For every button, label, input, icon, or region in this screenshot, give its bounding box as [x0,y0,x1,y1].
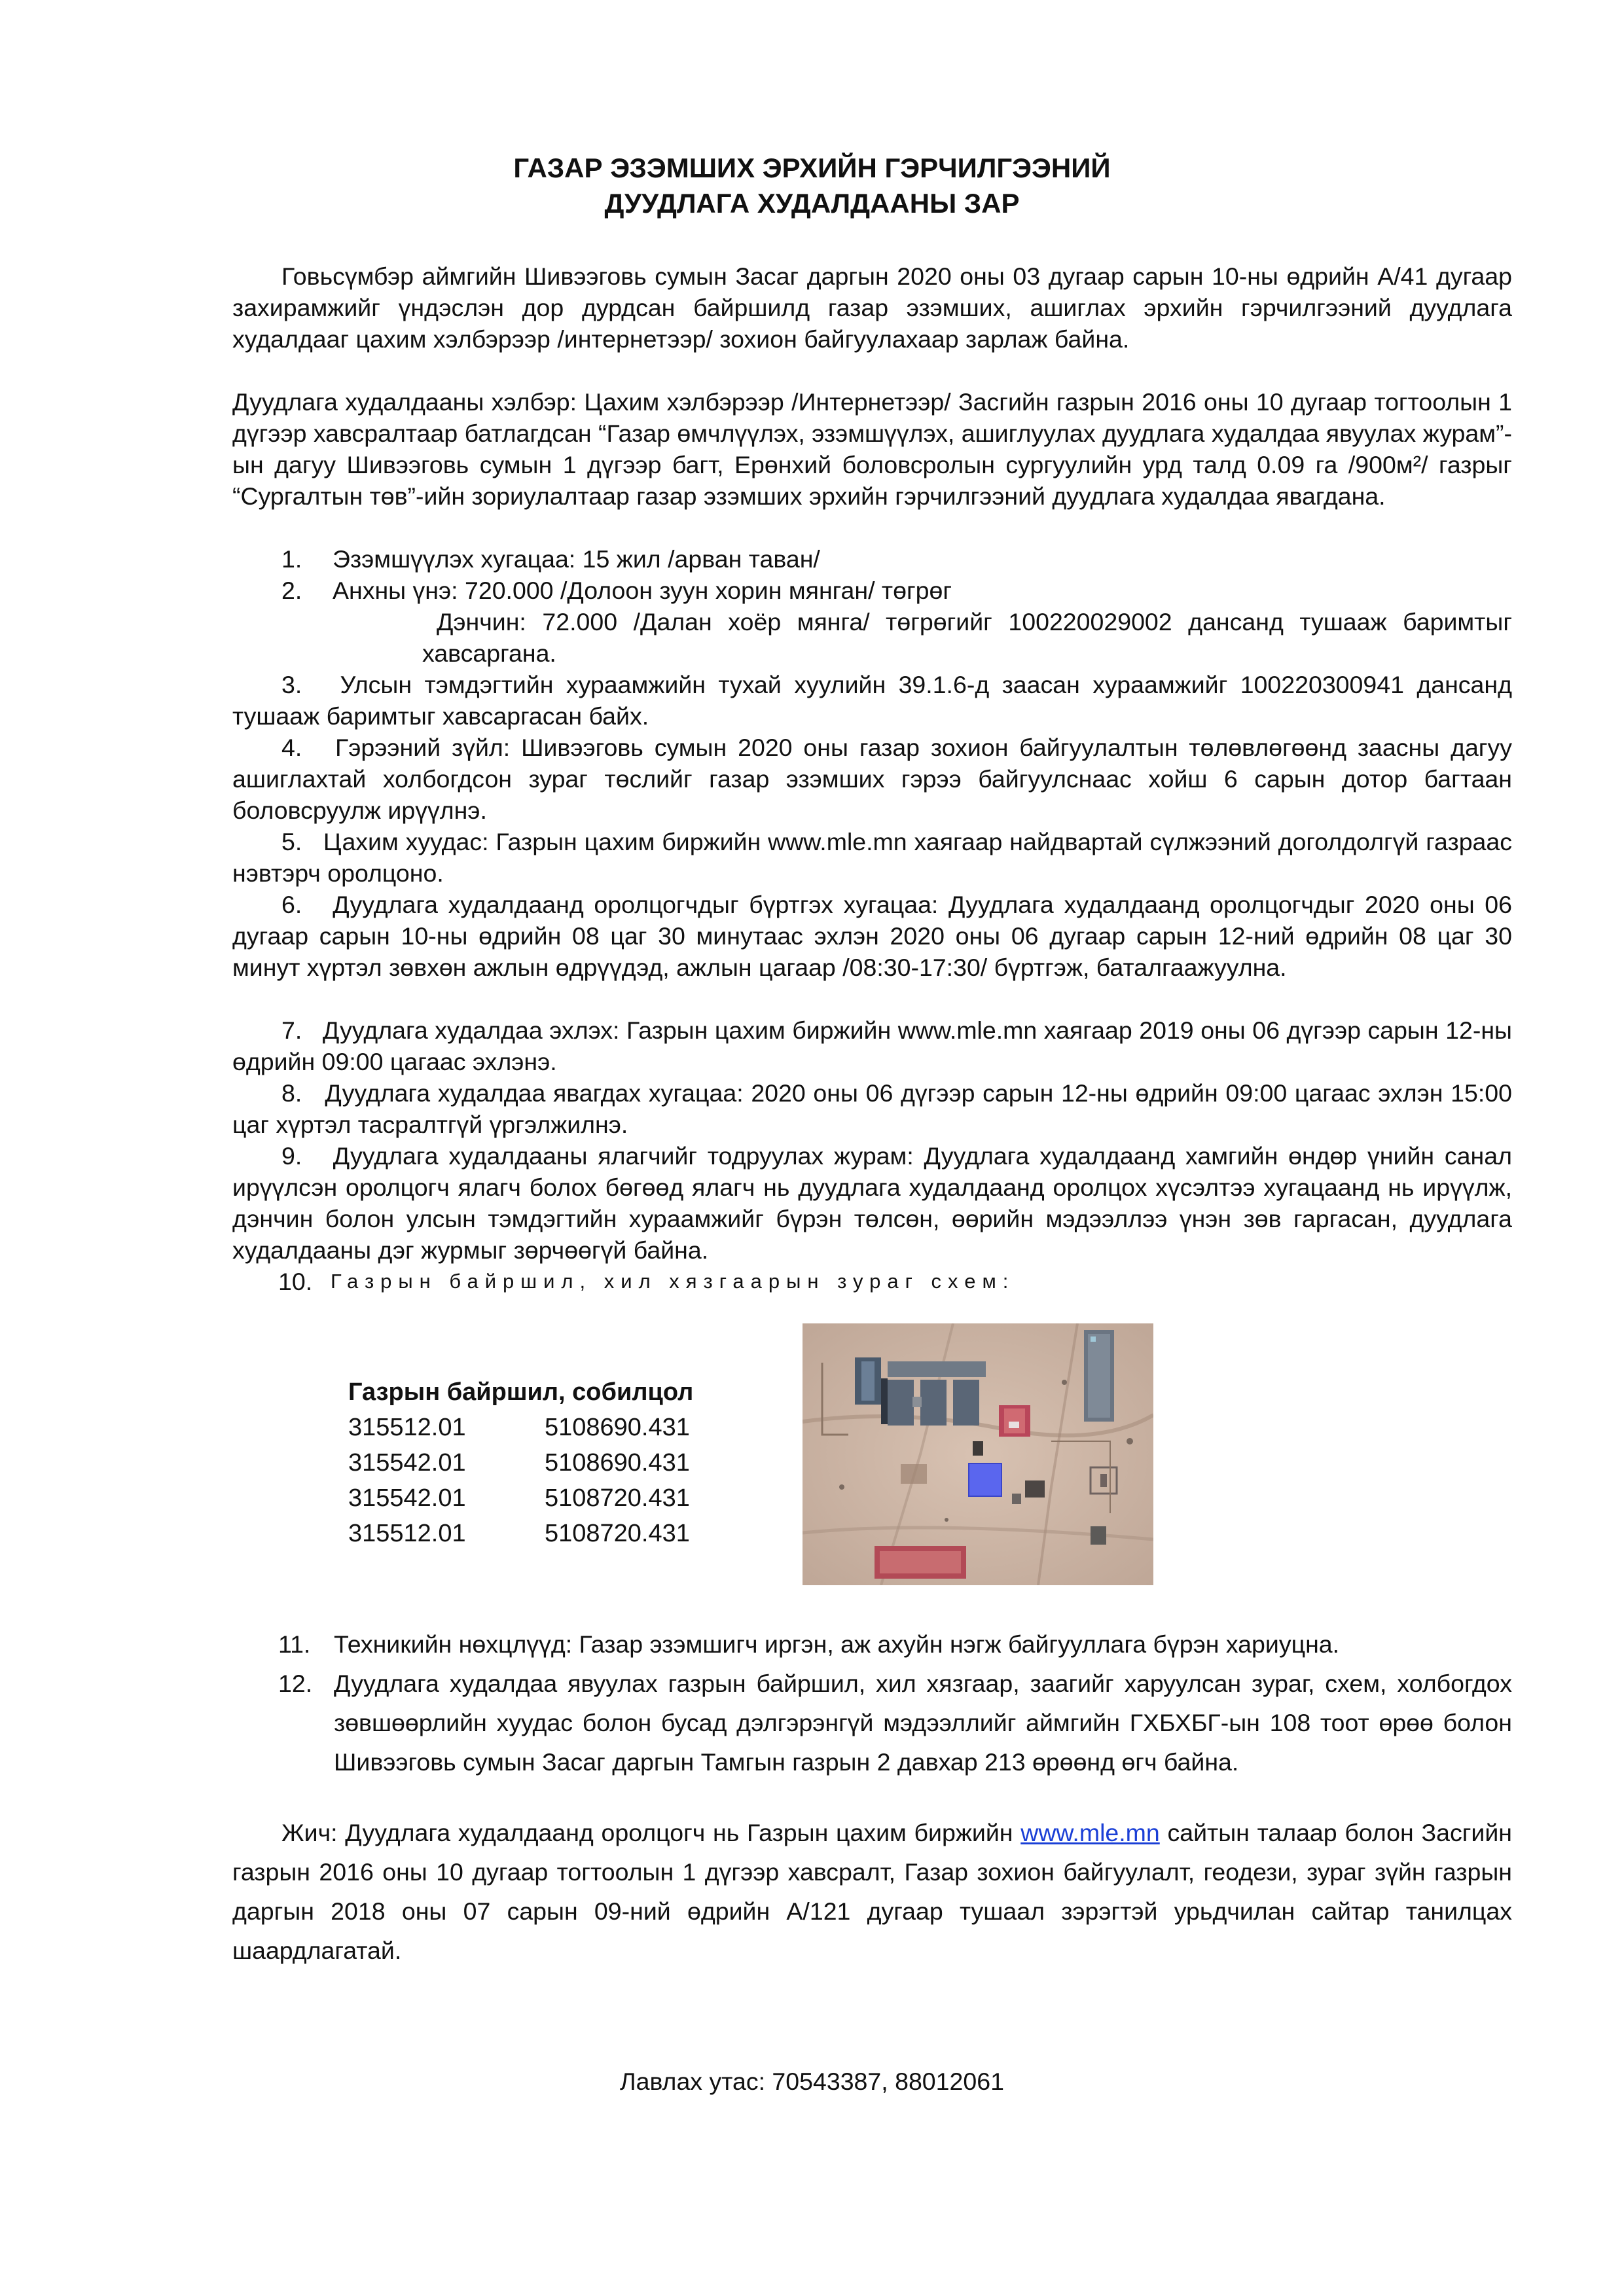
item-auction-duration: 8. Дуудлага худалдаа явагдах хугацаа: 2020 оны 06 дүгээр сарын 12-ны өдрийн 09:00 цагаас эхлэн 15:00 цаг хүртэл тасралтгүй үргэлжилнэ. [232,1079,1512,1138]
coordinates-header: Газрын байршил, собилцол [348,1378,694,1406]
item-technical-conditions: 11. Техникийн нөхцлүүд: Газар эзэмшигч иргэн, аж ахуйн нэгж байгууллага бүрэн хариуцна. [278,1624,1512,1664]
coord-y: 5108720.431 [545,1520,690,1547]
coord-y: 5108720.431 [545,1484,690,1512]
item-number: 2. [281,577,302,604]
item-registration: 6. Дуудлага худалдаанд оролцогчдыг бүртгэх хугацаа: Дуудлага худалдаанд оролцогчдыг 2020 оны 06 дугаар сарын 10-ны өдрийн 08 цаг 30 минутаас эхлэн 2020 оны 06 дугаар сарын 12-ний өдрийн 08 цаг 30 минут хүртэл зөвхөн ажлын өдрүүдэд, ажлын цагаар /08:30-17:30/ бүртгэж, баталгаажуулна. [232,891,1512,981]
table-row [348,1480,693,1516]
item-number: 10. [278,1268,313,1295]
coord-y: 5108690.431 [545,1449,690,1477]
item-map-scheme: Газрын байршил, хил хязгаарын зураг схем: [331,1270,1015,1293]
item-number: 4. [281,734,302,761]
table-row [348,1445,693,1480]
item-term: Эзэмшүүлэх хугацаа: 15 жил /арван таван/ [333,545,820,573]
item-number: 9. [281,1142,302,1170]
item-number: 8. [281,1079,302,1107]
item-number: 7. [281,1016,302,1044]
title-line-1: ГАЗАР ЭЗЭМШИХ ЭРХИЙН ГЭРЧИЛГЭЭНИЙ [513,152,1111,183]
coord-x: 315542.01 [348,1449,466,1477]
table-row [348,1516,693,1551]
land-plot-marker [969,1463,1001,1496]
item-stamp-duty: 3. Улсын тэмдэгтийн хураамжийн тухай хуулийн 39.1.6-д заасан хураамжийг 100220300941 дансанд тушааж баримтыг хавсаргасан байх. [232,671,1512,730]
coord-x: 315542.01 [348,1484,466,1512]
note-paragraph: Жич: Дуудлага худалдаанд оролцогч нь Газрын цахим биржийн www.mle.mn сайтын талаар болон Засгийн газрын 2016 оны 10 дугаар тогтоолын 1 дүгээр хавсралт, Газар зохион байгуулалт, геодези, зураг зүйн газрын даргын 2018 оны 07 сарын 09-ний өдрийн А/121 дугаар тушаал зэрэгтэй урьдчилан сайтар танилцах шаардлагатай. [232,1819,1512,1964]
satellite-map-image [803,1323,1153,1585]
item-number: 12. [278,1670,313,1697]
title-line-2: ДУУДЛАГА ХУДАЛДААНЫ ЗАР [604,188,1020,219]
intro-paragraph: Говьсүмбэр аймгийн Шивээговь сумын Засаг даргын 2020 оны 03 дугаар сарын 10-ны өдрийн А/41 дугаар захирамжийг үндэслэн дор дурдсан байршилд газар эзэмших, ашиглах эрхийн гэрчилгээний дуудлага худалдааг цахим хэлбэрээр /интернетээр/ зохион байгуулахаар зарлаж байна. [232,262,1512,353]
item-initial-price: Анхны үнэ: 720.000 /Долоон зуун хорин мянган/ төгрөг [333,577,952,604]
item-number: 11. [278,1630,311,1658]
auction-format-paragraph: Дуудлага худалдааны хэлбэр: Цахим хэлбэрээр /Интернетээр/ Засгийн газрын 2016 оны 10 дугаар тогтоолын 1 дүгээр хавсралтаар батлагдсан “Газар өмчлүүлэх, эзэмшүүлэх, ашиглуулах дуудлага худалдаа явуулах журам”-ын дагуу Шивээговь сумын 1 дүгээр багт, Ерөнхий боловсролын сургуулийн урд талд 0.09 га /900м²/ газрыг “Сургалтын төв”-ийн зориулалтаар газар эзэмших эрхийн гэрчилгээний дуудлага худалдаа явагдана. [232,388,1512,510]
item-number: 5. [281,828,302,855]
coord-x: 315512.01 [348,1520,466,1547]
item-contract: 4. Гэрээний зүйл: Шивээговь сумын 2020 оны газар зохион байгуулалтын төлөвлөгөөнд заасны дагуу ашиглахтай холбогдсон зураг төслийг газар эзэмших гэрээ байгуулснаас хойш 6 сарын дотор багтаан боловсруулж ирүүлнэ. [232,734,1512,824]
item-auction-start: 7. Дуудлага худалдаа эхлэх: Газрын цахим биржийн www.mle.mn хаягаар 2019 оны 06 дүгээр сарын 12-ны өдрийн 09:00 цагаас эхлэнэ. [232,1016,1512,1075]
item-number: 6. [281,891,302,918]
mle-website-link[interactable]: www.mle.mn [1020,1819,1160,1846]
coordinates-table [348,1374,693,1551]
item-number: 1. [281,545,302,573]
item-winner-rules: 9. Дуудлага худалдааны ялагчийг тодруулах журам: Дуудлага худалдаанд хамгийн өндөр үнийн санал ирүүлсэн оролцогч ялагч болох бөгөөд ялагч нь дуудлага худалдаанд оролцох хүсэлтээ хугацаанд нь ирүүлж, дэнчин болон улсын тэмдэгтийн хураамжийг бүрэн төлсөн, өөрийн мэдээллээ үнэн зөв гаргасан, дуудлага худалдааны дэг журмыг зөрчөөгүй байна. [232,1142,1512,1264]
coord-x: 315512.01 [348,1414,466,1441]
table-row [348,1410,693,1445]
coord-y: 5108690.431 [545,1414,690,1441]
item-number: 3. [281,671,302,698]
item-additional-info: 12. Дуудлага худалдаа явуулах газрын байршил, хил хязгаар, заагийг харуулсан зураг, схем, холбогдох зөвшөөрлийн хуудас болон бусад дэлгэрэнгүй мэдээллийг аймгийн ГХБХБГ-ын 108 тоот өрөө болон Шивээговь сумын Засаг даргын Тамгын газрын 2 давхар 213 өрөөнд өгч байна. [278,1664,1512,1782]
item-website: 5. Цахим хуудас: Газрын цахим биржийн www.mle.mn хаягаар найдвартай сүлжээний доголдолгүй газраас нэвтэрч оролцоно. [232,828,1513,887]
item-deposit: Дэнчин: 72.000 /Далан хоёр мянга/ төгрөгийг 100220029002 дансанд тушааж баримтыг хавсаргана. [422,608,1512,667]
additional-items [278,1624,1512,1782]
reference-phone: Лавлах утас: 70543387, 88012061 [620,2068,1004,2095]
